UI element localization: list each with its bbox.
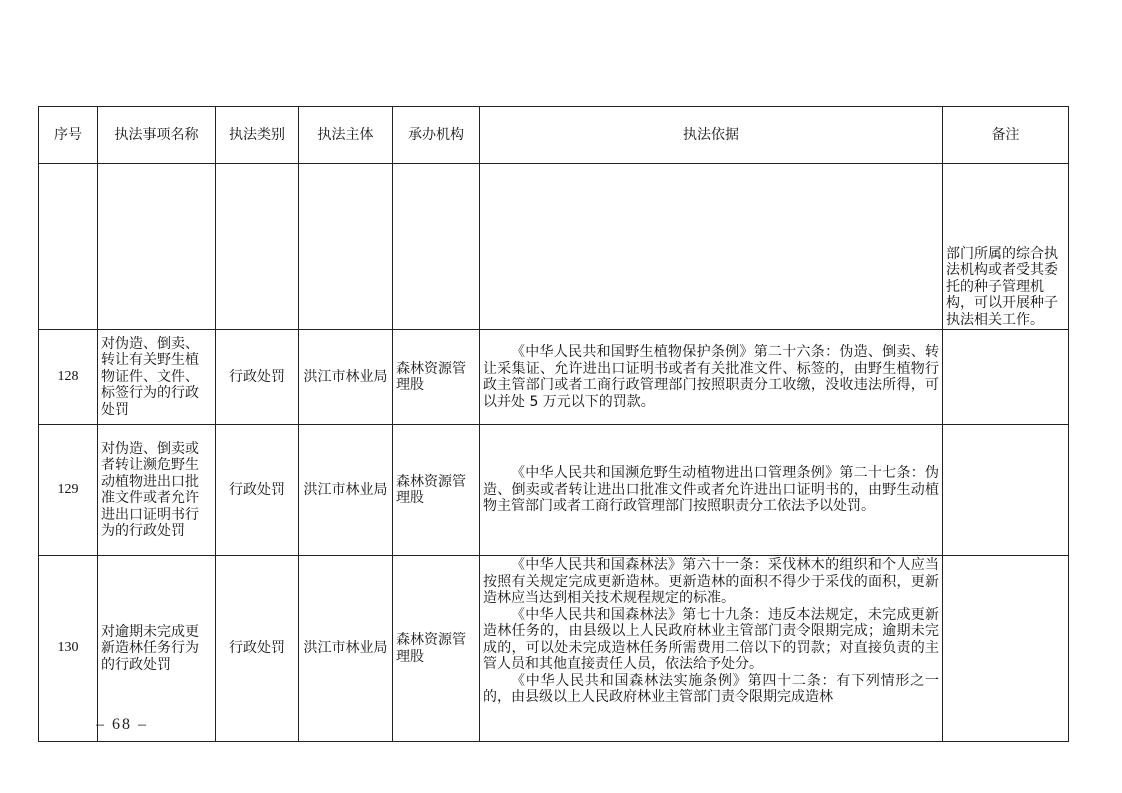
cell-category xyxy=(216,164,299,330)
cell-subject xyxy=(299,164,393,330)
table-row xyxy=(39,556,1069,742)
cell-name: 对逾期未完成更新造林任务行为的行政处罚 xyxy=(98,556,216,742)
cell-remark: 部门所属的综合执法机构或者受其委托的种子管理机构，可以开展种子执法相关工作。 xyxy=(943,164,1069,330)
cell-basis xyxy=(480,330,943,425)
header-subject: 执法主体 xyxy=(299,107,393,164)
cell-name: 对伪造、倒卖或者转让濒危野生动植物进出口批准文件或者允许进出口证明书行为的行政处罚 xyxy=(98,425,216,556)
header-basis: 执法依据 xyxy=(480,107,943,164)
basis-paragraph: 《中华人民共和国濒危野生动植物进出口管理条例》第二十七条：伪造、倒卖或者转让进出口批准文件或者允许进出口证明书的，由野生动植物主管部门或者工商行政管理部门按照职责分工依法予以处罚。 xyxy=(483,465,939,515)
cell-category: 行政处罚 xyxy=(216,330,299,425)
table-row xyxy=(39,425,1069,556)
cell-no: 129 xyxy=(39,425,98,556)
dash-left: – xyxy=(96,716,106,733)
cell-agency: 森林资源管理股 xyxy=(393,330,480,425)
cell-name xyxy=(98,164,216,330)
cell-basis xyxy=(480,556,943,742)
header-no: 序号 xyxy=(39,107,98,164)
cell-subject: 洪江市林业局 xyxy=(299,556,393,742)
cell-category: 行政处罚 xyxy=(216,556,299,742)
page-number: 68 xyxy=(112,716,132,733)
cell-category: 行政处罚 xyxy=(216,425,299,556)
page-footer xyxy=(96,716,148,734)
table-row-continued xyxy=(39,164,1069,330)
cell-no: 128 xyxy=(39,330,98,425)
header-row xyxy=(39,107,1069,164)
cell-agency xyxy=(393,164,480,330)
basis-paragraph: 《中华人民共和国森林法》第七十九条：违反本法规定，未完成更新造林任务的，由县级以上人民政府林业主管部门责令限期完成；逾期未完成的，可以处未完成造林任务所需费用二倍以下的罚款；对直接负责的主管人员和其他直接责任人员，依法给予处分。 xyxy=(483,606,939,672)
cell-subject: 洪江市林业局 xyxy=(299,330,393,425)
cell-agency: 森林资源管理股 xyxy=(393,556,480,742)
cell-remark xyxy=(943,556,1069,742)
basis-paragraph: 《中华人民共和国野生植物保护条例》第二十六条：伪造、倒卖、转让采集证、允许进出口证明书或者有关批准文件、标签的，由野生植物行政主管部门或者工商行政管理部门按照职责分工收缴，没收违法所得，可以并处 5 万元以下的罚款。 xyxy=(483,344,939,410)
cell-basis xyxy=(480,425,943,556)
table-row xyxy=(39,330,1069,425)
basis-paragraph: 《中华人民共和国森林法》第六十一条：采伐林木的组织和个人应当按照有关规定完成更新造林。更新造林的面积不得少于采伐的面积，更新造林应当达到相关技术规程规定的标准。 xyxy=(483,557,939,606)
cell-subject: 洪江市林业局 xyxy=(299,425,393,556)
header-name: 执法事项名称 xyxy=(98,107,216,164)
header-agency: 承办机构 xyxy=(393,107,480,164)
cell-no xyxy=(39,164,98,330)
dash-right: – xyxy=(138,716,148,733)
cell-basis xyxy=(480,164,943,330)
cell-no: 130 xyxy=(39,556,98,742)
cell-name: 对伪造、倒卖、转让有关野生植物证件、文件、标签行为的行政处罚 xyxy=(98,330,216,425)
cell-remark xyxy=(943,425,1069,556)
enforcement-table xyxy=(38,106,1069,742)
header-remark: 备注 xyxy=(943,107,1069,164)
basis-paragraph: 《中华人民共和国森林法实施条例》第四十二条：有下列情形之一的，由县级以上人民政府林业主管部门责令限期完成造林 xyxy=(483,672,939,705)
header-category: 执法类别 xyxy=(216,107,299,164)
cell-agency: 森林资源管理股 xyxy=(393,425,480,556)
cell-remark xyxy=(943,330,1069,425)
